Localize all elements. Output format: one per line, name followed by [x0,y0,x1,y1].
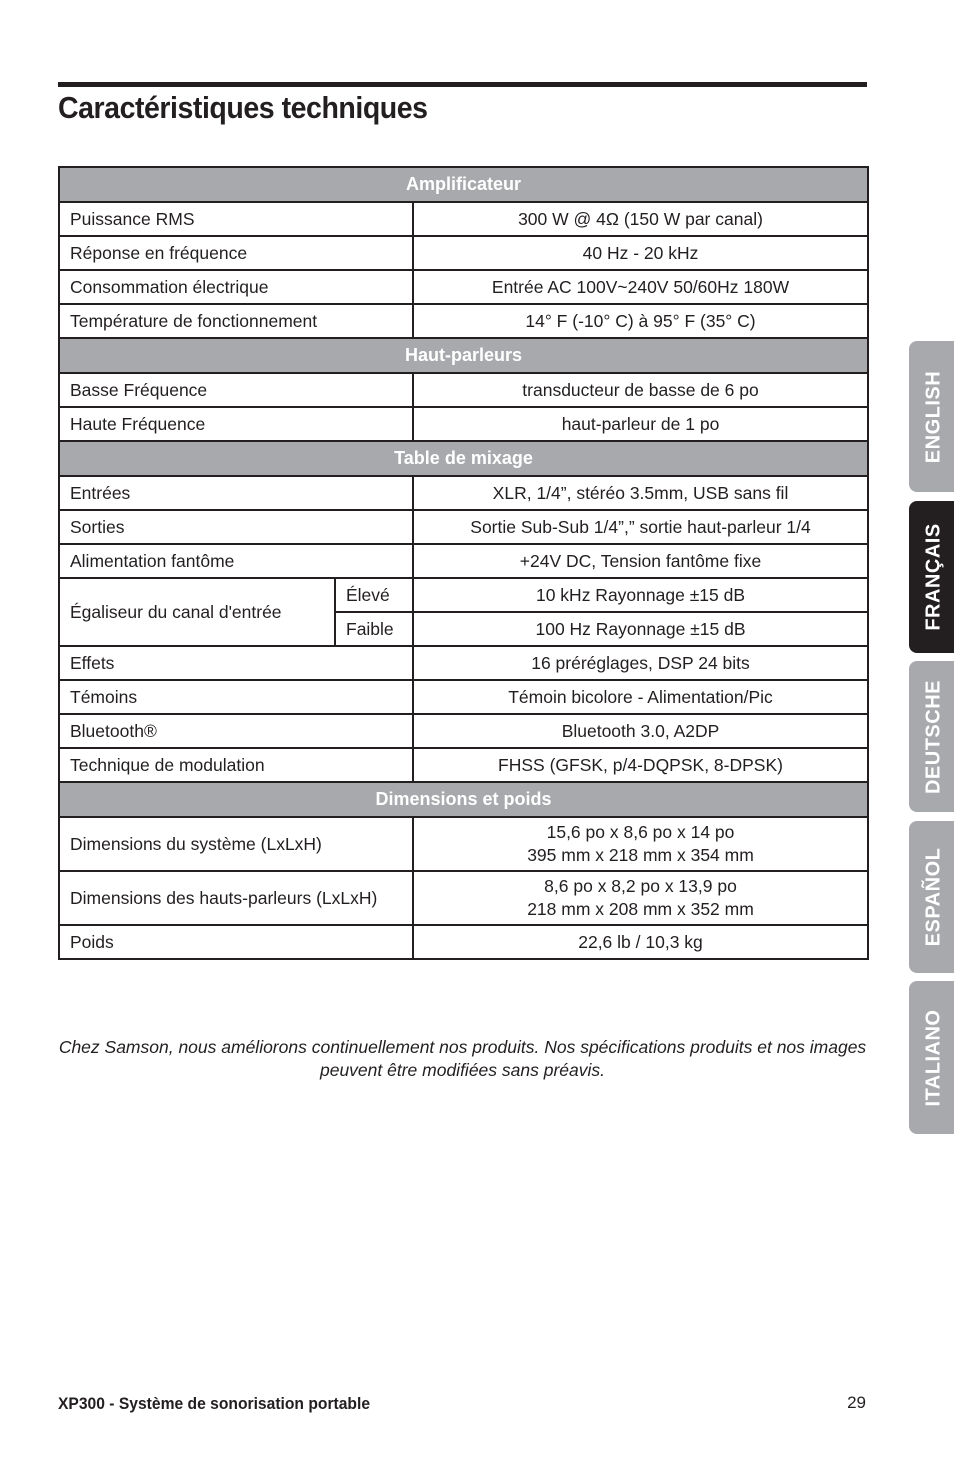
page-number: 29 [847,1393,866,1412]
tab-italiano[interactable]: ITALIANO [909,981,954,1134]
table-row: Alimentation fantôme +24V DC, Tension fantôme fixe [59,544,868,578]
eq-low-label: Faible [335,612,413,646]
eq-low-value: 100 Hz Rayonnage ±15 dB [413,612,868,646]
section-header-dimensions: Dimensions et poids [59,782,868,817]
tab-english[interactable]: ENGLISH [909,341,954,492]
table-row: Technique de modulation FHSS (GFSK, p/4-DQPSK, 8-DPSK) [59,748,868,782]
section-header-speakers: Haut-parleurs [59,338,868,373]
title-rule [58,82,867,87]
section-header-mixer: Table de mixage [59,441,868,476]
page-title: Caractéristiques techniques [58,90,428,125]
table-row: Poids 22,6 lb / 10,3 kg [59,925,868,959]
table-row: Puissance RMS 300 W @ 4Ω (150 W par canal) [59,202,868,236]
tab-deutsche[interactable]: DEUTSCHE [909,661,954,812]
table-row: Témoins Témoin bicolore - Alimentation/Pic [59,680,868,714]
eq-high-value: 10 kHz Rayonnage ±15 dB [413,578,868,612]
eq-label: Égaliseur du canal d'entrée [59,578,335,646]
table-row: Dimensions du système (LxLxH) 15,6 po x 8,6 po x 14 po 395 mm x 218 mm x 354 mm [59,817,868,871]
footer-product-title: XP300 - Système de sonorisation portable [58,1394,371,1413]
tab-francais[interactable]: FRANÇAIS [909,501,954,653]
table-row: Réponse en fréquence 40 Hz - 20 kHz [59,236,868,270]
table-row: Température de fonctionnement 14° F (-10° C) à 95° F (35° C) [59,304,868,338]
table-row: Sorties Sortie Sub-Sub 1/4”,” sortie haut-parleur 1/4 [59,510,868,544]
table-row: Entrées XLR, 1/4”, stéréo 3.5mm, USB sans fil [59,476,868,510]
eq-high-label: Élevé [335,578,413,612]
spec-table [58,166,869,960]
table-row: Bluetooth® Bluetooth 3.0, A2DP [59,714,868,748]
table-row-eq-high [59,578,868,612]
section-header-amplifier: Amplificateur [59,167,868,202]
disclaimer-note: Chez Samson, nous améliorons continuellement nos produits. Nos spécifications produits et nos images peuvent être modifiées sans préavis. [58,1037,867,1080]
table-row: Dimensions des hauts-parleurs (LxLxH) 8,6 po x 8,2 po x 13,9 po 218 mm x 208 mm x 352 mm [59,871,868,925]
table-row: Consommation électrique Entrée AC 100V~240V 50/60Hz 180W [59,270,868,304]
tab-espanol[interactable]: ESPAÑOL [909,821,954,973]
table-row: Effets 16 préréglages, DSP 24 bits [59,646,868,680]
table-row: Basse Fréquence transducteur de basse de 6 po [59,373,868,407]
table-row: Haute Fréquence haut-parleur de 1 po [59,407,868,441]
